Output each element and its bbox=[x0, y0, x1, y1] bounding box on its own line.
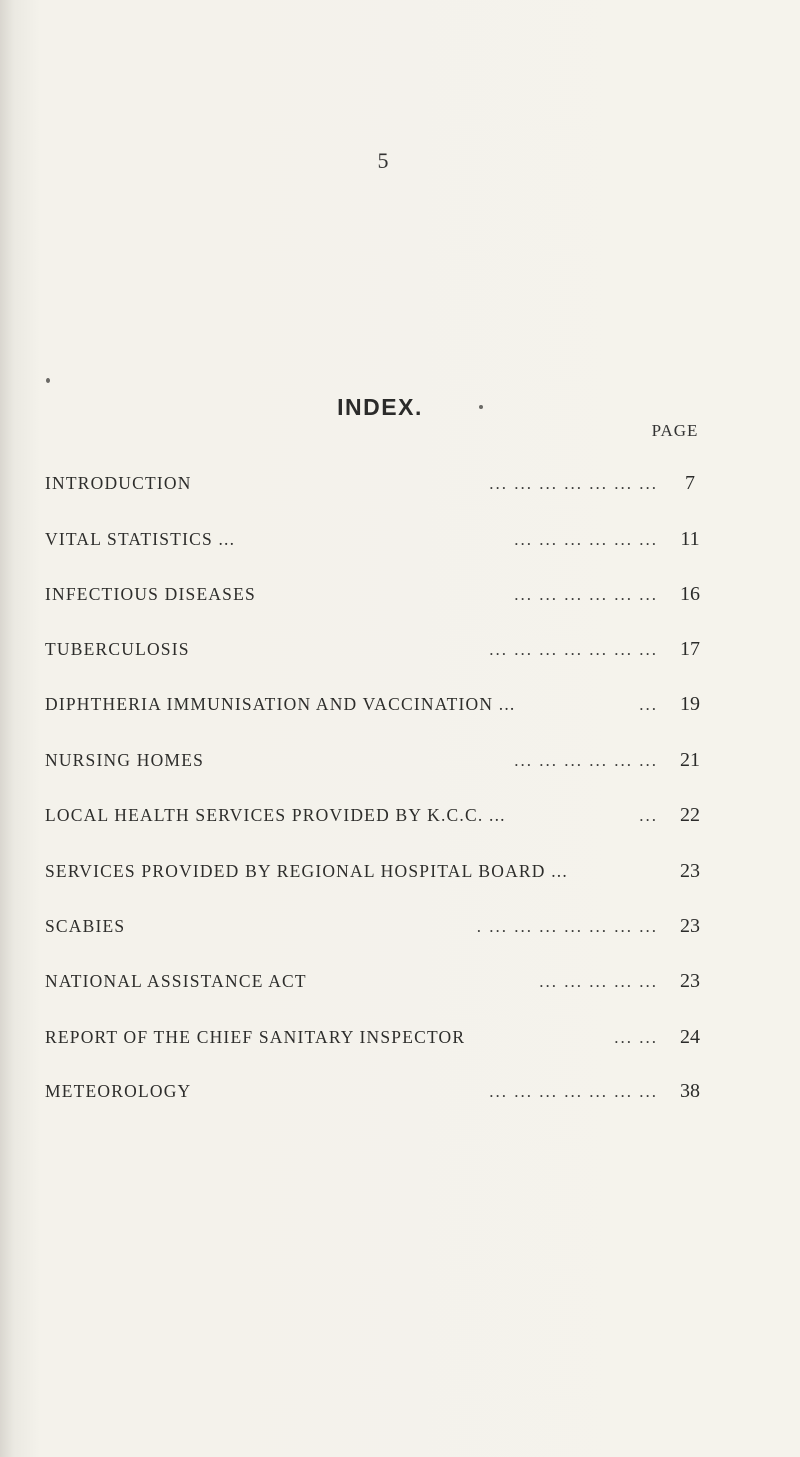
toc-entry bbox=[45, 804, 710, 834]
index-title: INDEX. bbox=[337, 394, 423, 420]
toc-entry-page: 7 bbox=[685, 472, 695, 494]
toc-entry bbox=[45, 528, 710, 558]
toc-entry-label: DIPHTHERIA IMMUNISATION AND VACCINATION ... bbox=[45, 694, 516, 714]
toc-entry-leader: ... ... ... ... ... ... ... bbox=[489, 640, 658, 659]
toc-entry-leader: ... ... ... ... ... ... ... bbox=[489, 474, 658, 493]
toc-entry bbox=[45, 915, 710, 945]
toc-entry bbox=[45, 970, 710, 1000]
ink-speck bbox=[479, 405, 483, 409]
toc-entry bbox=[45, 472, 710, 502]
toc-entry-leader: ... bbox=[639, 806, 658, 825]
toc-entry-label: REPORT OF THE CHIEF SANITARY INSPECTOR bbox=[45, 1027, 466, 1047]
toc-entry-label: INFECTIOUS DISEASES bbox=[45, 584, 256, 604]
toc-entry-label: METEOROLOGY bbox=[45, 1081, 192, 1101]
toc-entry-page: 22 bbox=[680, 804, 700, 826]
toc-entry-label: SERVICES PROVIDED BY REGIONAL HOSPITAL BOARD ... bbox=[45, 861, 568, 881]
toc-entry-page: 23 bbox=[680, 915, 700, 937]
toc-entry bbox=[45, 860, 710, 890]
toc-entry-page: 17 bbox=[680, 638, 700, 660]
toc-entry-leader: ... ... ... ... ... ... bbox=[514, 530, 658, 549]
toc-entry-page: 38 bbox=[680, 1080, 700, 1102]
toc-entry-label: NATIONAL ASSISTANCE ACT bbox=[45, 971, 307, 991]
page-column-header: PAGE bbox=[651, 421, 699, 440]
toc-entry-label: LOCAL HEALTH SERVICES PROVIDED BY K.C.C. ... bbox=[45, 805, 506, 825]
toc-entry-leader: ... ... ... ... ... ... bbox=[514, 751, 658, 770]
toc-entry-label: VITAL STATISTICS ... bbox=[45, 529, 236, 549]
toc-entry bbox=[45, 1026, 710, 1056]
toc-entry-label: SCABIES bbox=[45, 916, 126, 936]
toc-entry-leader: ... ... bbox=[614, 1028, 658, 1047]
toc-entry-page: 19 bbox=[680, 693, 700, 715]
toc-entry-page: 24 bbox=[680, 1026, 700, 1048]
toc-entry-leader: ... bbox=[639, 695, 658, 714]
toc-entry-label: NURSING HOMES bbox=[45, 750, 205, 770]
toc-entry bbox=[45, 693, 710, 723]
toc-entry-page: 16 bbox=[680, 583, 700, 605]
toc-entry-label: TUBERCULOSIS bbox=[45, 639, 190, 659]
toc-entry-leader: ... ... ... ... ... ... bbox=[514, 585, 658, 604]
toc-entry-page: 23 bbox=[680, 970, 700, 992]
toc-entry bbox=[45, 1080, 710, 1110]
toc-entry-page: 21 bbox=[680, 749, 700, 771]
toc-entry bbox=[45, 583, 710, 613]
toc-entry bbox=[45, 749, 710, 779]
toc-entry-leader: . ... ... ... ... ... ... ... bbox=[476, 917, 658, 936]
ink-speck bbox=[46, 378, 50, 383]
toc-entry-leader: ... ... ... ... ... ... ... bbox=[489, 1082, 658, 1101]
page-number: 5 bbox=[377, 148, 389, 173]
toc-entry bbox=[45, 638, 710, 668]
toc-entry-label: INTRODUCTION bbox=[45, 473, 192, 493]
toc-entry-page: 23 bbox=[680, 860, 700, 882]
toc-entry-page: 11 bbox=[680, 528, 700, 550]
toc-entry-leader: ... ... ... ... ... bbox=[539, 972, 658, 991]
